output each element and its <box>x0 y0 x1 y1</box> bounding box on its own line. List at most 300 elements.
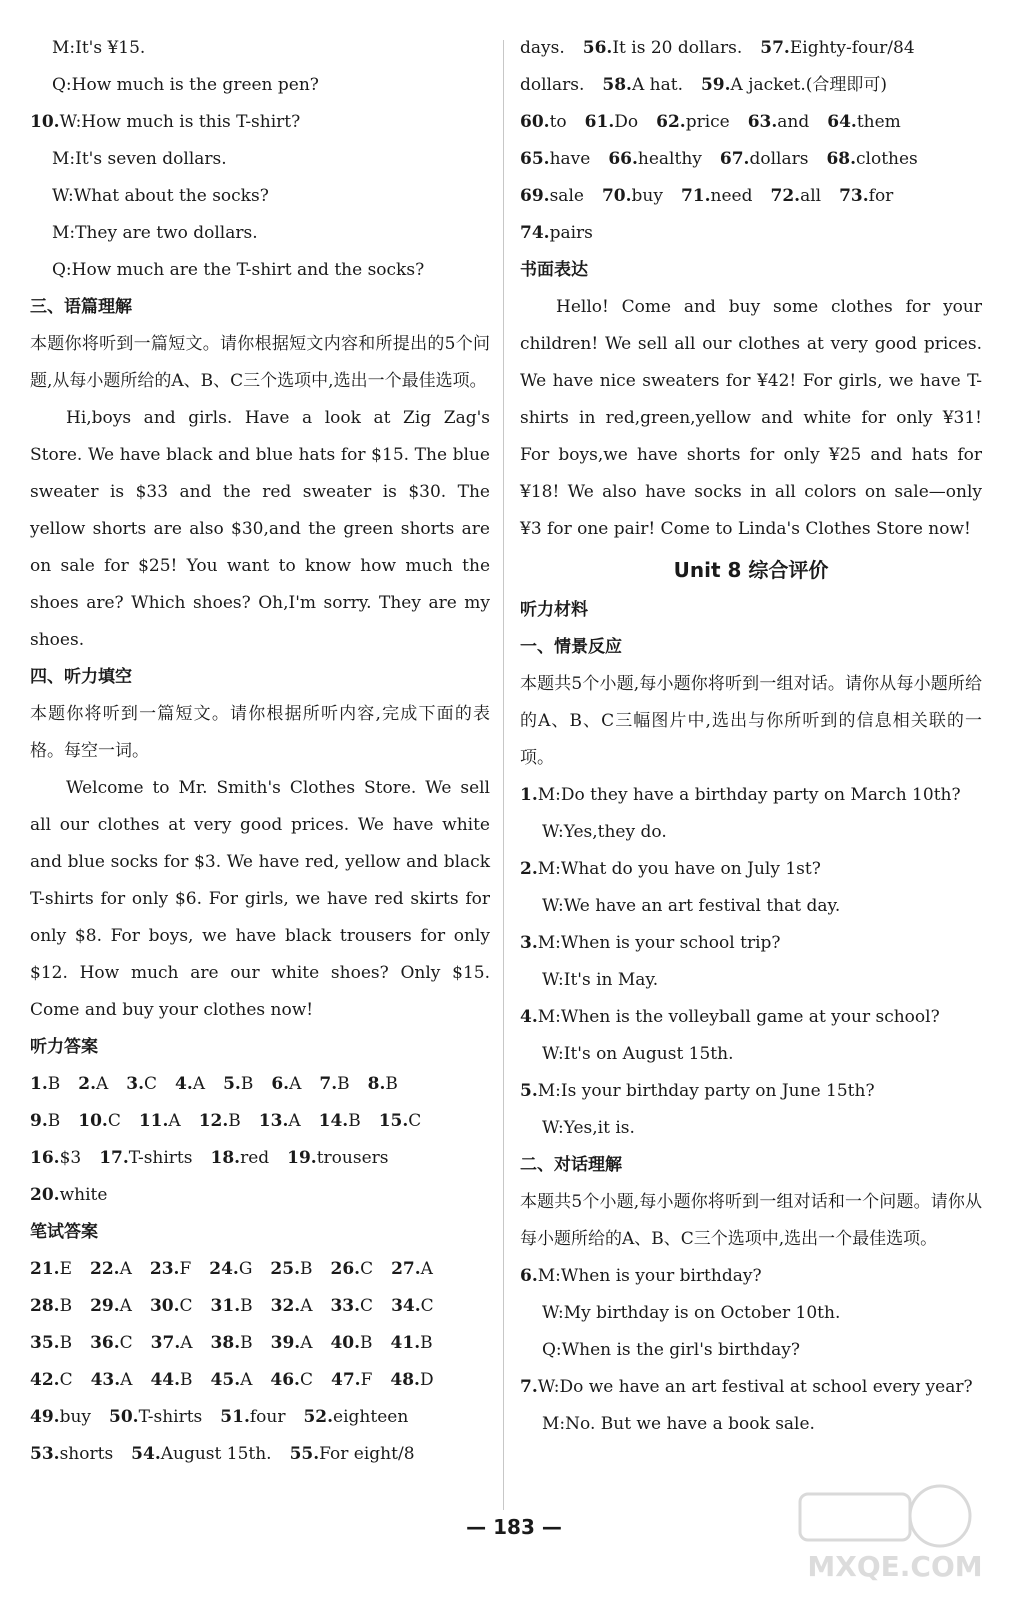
answer-item <box>720 149 809 169</box>
dialogue-line: Q:How much is the green pen? <box>52 75 319 95</box>
answer-number: 31. <box>210 1296 241 1316</box>
answer-item <box>701 75 887 95</box>
answer-number: 3. <box>126 1074 145 1094</box>
answer-item <box>126 1074 157 1094</box>
section-3-passage: Hi,boys and girls. Have a look at Zig Zag's Store. We have black and blue hats for $15. The blue sweater is $33 and the red sweater is $30. The yellow shorts are also $30,and the green shorts are on sale for $25! You want to know how much the shoes are? Which shoes? Oh,I'm sorry. They are my shoes. <box>30 408 490 650</box>
dialogue-line: M:It's seven dollars. <box>52 149 227 169</box>
answer-number: 43. <box>90 1370 121 1390</box>
answer-value: C <box>299 1370 313 1390</box>
answer-number: 73. <box>839 186 869 206</box>
answer-number: 6. <box>271 1074 290 1094</box>
answer-number: 1. <box>30 1074 48 1094</box>
answer-value: A <box>300 1296 313 1316</box>
section-1-instruction: 本题共5个小题,每小题你将听到一组对话。请你从每小题所给的A、B、C三幅图片中,选出与你所听到的信息相关联的一项。 <box>520 674 982 768</box>
answer-value: days. <box>520 38 565 58</box>
unit-title: Unit 8 综合评价 <box>673 558 829 582</box>
item-number: 5. <box>520 1081 538 1101</box>
answer-item <box>827 112 901 132</box>
answer-number: 47. <box>330 1370 361 1390</box>
answer-number: 29. <box>90 1296 120 1316</box>
answer-item <box>150 1259 191 1279</box>
answer-value: C <box>59 1370 73 1390</box>
answer-item <box>30 1259 72 1279</box>
dialogue-line <box>520 1036 982 1073</box>
answer-number: 28. <box>30 1296 60 1316</box>
answer-value: T-shirts <box>128 1148 193 1168</box>
answer-number: 8. <box>367 1074 386 1094</box>
answer-number: 12. <box>198 1111 229 1131</box>
dialogue-line <box>520 851 982 888</box>
answer-value: B <box>47 1074 61 1094</box>
dialogue-line <box>520 1406 982 1443</box>
answer-number: 25. <box>270 1259 300 1279</box>
answer-number: 69. <box>520 186 550 206</box>
answer-value: B <box>337 1074 350 1094</box>
answer-value: $3 <box>59 1148 82 1168</box>
answer-item <box>585 112 638 132</box>
answer-value: A <box>420 1259 433 1279</box>
right-column <box>520 30 982 1443</box>
answer-item <box>223 1074 253 1094</box>
answer-item <box>209 1259 252 1279</box>
answer-number: 51. <box>220 1407 250 1427</box>
answer-item <box>270 1370 313 1390</box>
answer-item <box>602 186 663 206</box>
answer-value: It is 20 dollars. <box>612 38 743 58</box>
item-number: 6. <box>520 1266 538 1286</box>
answer-value: have <box>549 149 591 169</box>
answer-item <box>175 1074 205 1094</box>
answer-number: 57. <box>760 38 790 58</box>
answer-number: 72. <box>770 186 801 206</box>
answer-item <box>390 1370 433 1390</box>
answer-number: 68. <box>826 149 857 169</box>
answer-item <box>30 1333 72 1353</box>
answer-number: 60. <box>520 112 550 132</box>
answer-value: B <box>360 1333 373 1353</box>
answer-item <box>30 1074 60 1094</box>
dialogue-text: W:Do we have an art festival at school every year? <box>537 1377 973 1397</box>
section-4-instruction: 本题你将听到一篇短文。请你根据所听内容,完成下面的表格。每空一词。 <box>30 704 490 761</box>
answer-row <box>30 1362 490 1399</box>
answer-value: white <box>59 1185 108 1205</box>
answer-value: eighteen <box>333 1407 409 1427</box>
answer-item <box>151 1333 193 1353</box>
answer-item <box>270 1259 312 1279</box>
answer-value: buy <box>59 1407 92 1427</box>
answer-item <box>303 1407 408 1427</box>
answer-value: A <box>192 1074 206 1094</box>
answer-number: 37. <box>150 1333 181 1353</box>
answer-value: A hat. <box>631 75 683 95</box>
answer-number: 56. <box>582 38 613 58</box>
answer-value: and <box>777 112 810 132</box>
answer-value: A <box>120 1370 133 1390</box>
answer-item <box>30 1370 73 1390</box>
answer-value: healthy <box>637 149 702 169</box>
listening-material-heading: 听力材料 <box>520 600 588 620</box>
answer-number: 67. <box>719 149 750 169</box>
answer-number: 64. <box>827 112 857 132</box>
answer-row <box>30 1399 490 1436</box>
answer-number: 70. <box>601 186 632 206</box>
item-10-line-1: 10.W:How much is this T-shirt? <box>30 112 301 132</box>
answer-item <box>330 1333 372 1353</box>
answer-item <box>319 1111 361 1131</box>
answer-item <box>220 1407 285 1427</box>
answer-item <box>78 1111 121 1131</box>
answer-value: A <box>119 1259 132 1279</box>
answer-value: C <box>360 1296 374 1316</box>
dialogue-text: W:Yes,it is. <box>542 1118 635 1138</box>
answer-item <box>109 1407 202 1427</box>
answer-number: 5. <box>223 1074 241 1094</box>
answer-number: 16. <box>30 1148 60 1168</box>
written-answers-continued <box>520 30 982 252</box>
section-1-items <box>520 777 982 1147</box>
answer-row <box>520 30 982 67</box>
answer-value: B <box>228 1111 241 1131</box>
dialogue-text: M:When is your birthday? <box>537 1266 762 1286</box>
answer-item <box>330 1259 373 1279</box>
dialogue-line <box>520 999 982 1036</box>
section-heading-4: 四、听力填空 <box>30 667 132 687</box>
answer-value: dollars <box>749 149 809 169</box>
answer-value: B <box>240 1074 254 1094</box>
answer-item <box>368 1074 398 1094</box>
answer-item <box>287 1148 388 1168</box>
answer-item <box>520 149 590 169</box>
answer-number: 52. <box>303 1407 334 1427</box>
answer-value: C <box>420 1296 434 1316</box>
dialogue-line: M:They are two dollars. <box>52 223 258 243</box>
answer-number: 11. <box>138 1111 169 1131</box>
answer-value: dollars. <box>520 75 585 95</box>
answer-value: Do <box>614 112 639 132</box>
answer-number: 14. <box>318 1111 349 1131</box>
answer-item <box>211 1296 253 1316</box>
answer-number: 65. <box>520 149 550 169</box>
answer-number: 45. <box>210 1370 241 1390</box>
section-2-instruction: 本题共5个小题,每小题你将听到一组对话和一个问题。请你从每小题所给的A、B、C三个选项中,选出一个最佳选项。 <box>520 1192 982 1249</box>
answer-value: A <box>96 1074 109 1094</box>
answer-value: C <box>179 1296 193 1316</box>
answer-number: 34. <box>391 1296 421 1316</box>
answer-value: C <box>408 1111 422 1131</box>
answer-item <box>259 1111 301 1131</box>
answer-value: B <box>348 1111 361 1131</box>
answer-item <box>681 186 753 206</box>
answer-value: T-shirts <box>138 1407 203 1427</box>
item-number: 2. <box>520 859 538 879</box>
answer-value: B <box>420 1333 433 1353</box>
answer-item <box>211 1333 253 1353</box>
answer-number: 46. <box>270 1370 300 1390</box>
left-column <box>30 30 490 1473</box>
answer-item <box>391 1259 433 1279</box>
dialogue-line <box>520 1369 982 1406</box>
written-answers-heading: 笔试答案 <box>30 1222 98 1242</box>
answer-item <box>30 1407 91 1427</box>
answer-number: 13. <box>258 1111 289 1131</box>
answer-row <box>30 1140 490 1177</box>
answer-item <box>748 112 810 132</box>
answer-number: 23. <box>149 1259 180 1279</box>
dialogue-line <box>520 777 982 814</box>
answer-item <box>210 1148 269 1168</box>
answer-value: them <box>856 112 901 132</box>
answer-item <box>520 112 567 132</box>
answer-item <box>211 1370 253 1390</box>
answer-value: all <box>800 186 822 206</box>
item-number: 3. <box>520 933 538 953</box>
answer-value: A <box>180 1333 193 1353</box>
answer-value: C <box>119 1333 133 1353</box>
answer-number: 26. <box>330 1259 361 1279</box>
answer-value: to <box>549 112 567 132</box>
answer-value: C <box>360 1259 374 1279</box>
answer-number: 42. <box>30 1370 60 1390</box>
answer-number: 18. <box>210 1148 241 1168</box>
answer-value: price <box>685 112 730 132</box>
dialogue-text: W:We have an art festival that day. <box>542 896 841 916</box>
answer-item <box>271 1074 301 1094</box>
answer-value: B <box>385 1074 398 1094</box>
item-number: 7. <box>520 1377 538 1397</box>
answer-row <box>30 1436 490 1473</box>
answer-number: 24. <box>209 1259 239 1279</box>
answer-value: B <box>240 1333 253 1353</box>
answer-number: 15. <box>378 1111 409 1131</box>
answer-number: 50. <box>109 1407 139 1427</box>
column-divider <box>503 40 504 1510</box>
dialogue-text: M:Do they have a birthday party on March 10th? <box>537 785 961 805</box>
item-number: 4. <box>520 1007 538 1027</box>
dialogue-text: W:My birthday is on October 10th. <box>542 1303 841 1323</box>
answer-item <box>770 186 821 206</box>
answer-item <box>331 1370 372 1390</box>
answer-number: 35. <box>30 1333 60 1353</box>
answer-number: 2. <box>78 1074 96 1094</box>
answer-value: four <box>249 1407 286 1427</box>
answer-value: D <box>419 1370 434 1390</box>
answer-value: For eight/8 <box>319 1444 415 1464</box>
answer-number: 36. <box>90 1333 120 1353</box>
answer-row <box>30 1288 490 1325</box>
answer-item <box>30 1296 72 1316</box>
answer-number: 53. <box>30 1444 60 1464</box>
answer-item <box>330 1296 373 1316</box>
answer-item <box>839 186 893 206</box>
dialogue-line <box>520 814 982 851</box>
answer-value: clothes <box>856 149 918 169</box>
answer-number: 44. <box>150 1370 181 1390</box>
answer-item <box>150 1370 192 1390</box>
dialogue-text: M:What do you have on July 1st? <box>537 859 821 879</box>
answer-value: B <box>59 1296 73 1316</box>
answer-value: trousers <box>316 1148 389 1168</box>
answer-number: 9. <box>30 1111 48 1131</box>
answer-item <box>91 1370 133 1390</box>
answer-number: 7. <box>319 1074 338 1094</box>
answer-number: 32. <box>270 1296 301 1316</box>
answer-number: 66. <box>608 149 638 169</box>
section-heading-3: 三、语篇理解 <box>30 297 132 317</box>
answer-item <box>30 1111 60 1131</box>
dialogue-text: W:It's on August 15th. <box>542 1044 734 1064</box>
answer-number: 21. <box>30 1259 60 1279</box>
answer-value: A jacket.(合理即可) <box>730 75 888 95</box>
watermark-logo <box>780 1476 1010 1586</box>
svg-text:MXQE.COM: MXQE.COM <box>807 1550 983 1583</box>
section-4-passage: Welcome to Mr. Smith's Clothes Store. We sell all our clothes at very good prices. We have white and blue socks for $3. We have red, yellow and black T-shirts for only $6. For girls, we have red skirts for only $8. For boys, we have black trousers for only $12. How much are our white shoes? Only $15. Come and buy your clothes now! <box>30 778 490 1020</box>
answer-value: pairs <box>549 223 593 243</box>
answer-value: red <box>240 1148 270 1168</box>
answer-row <box>30 1177 490 1214</box>
dialogue-text: M:Is your birthday party on June 15th? <box>537 1081 875 1101</box>
answer-value: shorts <box>59 1444 114 1464</box>
section-heading-1: 一、情景反应 <box>520 637 622 657</box>
answer-item <box>520 223 593 243</box>
answer-item <box>131 1444 271 1464</box>
dialogue-line <box>520 888 982 925</box>
answer-number: 27. <box>391 1259 421 1279</box>
answer-number: 10. <box>78 1111 108 1131</box>
answer-item <box>391 1296 434 1316</box>
section-heading-2: 二、对话理解 <box>520 1155 622 1175</box>
answer-value: A <box>168 1111 181 1131</box>
dialogue-line <box>520 1295 982 1332</box>
answer-value: A <box>288 1111 301 1131</box>
section-2-items <box>520 1258 982 1443</box>
answer-number: 58. <box>602 75 632 95</box>
answer-number: 20. <box>30 1185 60 1205</box>
answer-item <box>150 1296 193 1316</box>
answer-value: need <box>710 186 753 206</box>
dialogue-line: M:It's ¥15. <box>52 38 146 58</box>
answer-number: 54. <box>131 1444 161 1464</box>
answer-item <box>379 1111 422 1131</box>
answer-item <box>30 1148 81 1168</box>
answer-number: 71. <box>680 186 711 206</box>
answer-number: 19. <box>287 1148 317 1168</box>
answer-row <box>30 1066 490 1103</box>
answer-number: 61. <box>584 112 615 132</box>
answer-item <box>656 112 730 132</box>
section-3-instruction: 本题你将听到一篇短文。请你根据短文内容和所提出的5个问题,从每小题所给的A、B、C三个选项中,选出一个最佳选项。 <box>30 334 490 391</box>
dialogue-line <box>520 925 982 962</box>
answer-value: A <box>289 1074 302 1094</box>
dialogue-line <box>520 1258 982 1295</box>
answer-item <box>520 38 565 58</box>
answer-value: A <box>300 1333 313 1353</box>
answer-number: 33. <box>330 1296 361 1316</box>
dialogue-text: Q:When is the girl's birthday? <box>542 1340 800 1360</box>
answer-row <box>520 104 982 141</box>
answer-item <box>99 1148 192 1168</box>
answer-item <box>78 1074 108 1094</box>
answer-number: 30. <box>149 1296 180 1316</box>
answer-number: 40. <box>330 1333 361 1353</box>
writing-passage: Hello! Come and buy some clothes for your children! We sell all our clothes at very good prices. We have nice sweaters for ¥42! For girls, we have T-shirts in red,green,yellow and white for only ¥31! For boys,we have shorts for only ¥25 and hats for ¥18! We also have socks in all colors on sale—only ¥3 for one pair! Come to Linda's Clothes Store now! <box>520 297 982 539</box>
answer-row <box>520 67 982 104</box>
answer-number: 38. <box>210 1333 241 1353</box>
answer-item <box>319 1074 349 1094</box>
dialogue-line <box>520 1332 982 1369</box>
written-answers <box>30 1251 490 1473</box>
answer-row <box>30 1325 490 1362</box>
answer-item <box>30 1444 113 1464</box>
answer-number: 55. <box>289 1444 320 1464</box>
answer-item <box>583 38 743 58</box>
answer-item <box>90 1333 133 1353</box>
dialogue-line <box>520 1110 982 1147</box>
answer-number: 41. <box>390 1333 421 1353</box>
item-number: 1. <box>520 785 538 805</box>
answer-number: 39. <box>270 1333 301 1353</box>
answer-item <box>199 1111 241 1131</box>
answer-number: 49. <box>30 1407 60 1427</box>
listening-answers <box>30 1066 490 1214</box>
dialogue-text: M:When is your school trip? <box>537 933 781 953</box>
answer-item <box>520 186 584 206</box>
answer-item <box>520 75 584 95</box>
answer-number: 17. <box>99 1148 129 1168</box>
answer-number: 59. <box>700 75 731 95</box>
dialogue-line: W:What about the socks? <box>52 186 269 206</box>
answer-value: B <box>299 1259 313 1279</box>
answer-row <box>30 1251 490 1288</box>
answer-item <box>271 1333 313 1353</box>
answer-value: B <box>47 1111 61 1131</box>
answer-number: 63. <box>747 112 778 132</box>
answer-value: B <box>59 1333 73 1353</box>
answer-item <box>391 1333 433 1353</box>
dialogue-text: W:Yes,they do. <box>542 822 667 842</box>
answer-value: C <box>107 1111 121 1131</box>
answer-value: B <box>180 1370 193 1390</box>
dialogue-line: Q:How much are the T-shirt and the socks? <box>52 260 425 280</box>
answer-value: C <box>144 1074 158 1094</box>
answer-number: 74. <box>520 223 550 243</box>
answer-value: F <box>179 1259 192 1279</box>
dialogue-text: W:It's in May. <box>542 970 659 990</box>
answer-value: buy <box>631 186 663 206</box>
answer-value: F <box>360 1370 373 1390</box>
answer-value: sale <box>549 186 584 206</box>
answer-value: Eighty-four/84 <box>789 38 915 58</box>
answer-row <box>30 1103 490 1140</box>
answer-number: 22. <box>90 1259 120 1279</box>
listening-answers-heading: 听力答案 <box>30 1037 98 1057</box>
answer-row <box>520 215 982 252</box>
page-number: — 183 — <box>466 1515 562 1539</box>
dialogue-text: M:No. But we have a book sale. <box>542 1414 815 1434</box>
dialogue-line <box>520 962 982 999</box>
answer-number: 4. <box>175 1074 193 1094</box>
answer-item <box>90 1259 132 1279</box>
writing-heading: 书面表达 <box>520 260 588 280</box>
answer-value: August 15th. <box>160 1444 272 1464</box>
answer-value: for <box>868 186 894 206</box>
answer-item <box>608 149 702 169</box>
dialogue-text: M:When is the volleyball game at your school? <box>537 1007 940 1027</box>
answer-item <box>139 1111 181 1131</box>
answer-item <box>271 1296 313 1316</box>
answer-value: A <box>240 1370 253 1390</box>
answer-value: G <box>238 1259 253 1279</box>
answer-item <box>290 1444 415 1464</box>
